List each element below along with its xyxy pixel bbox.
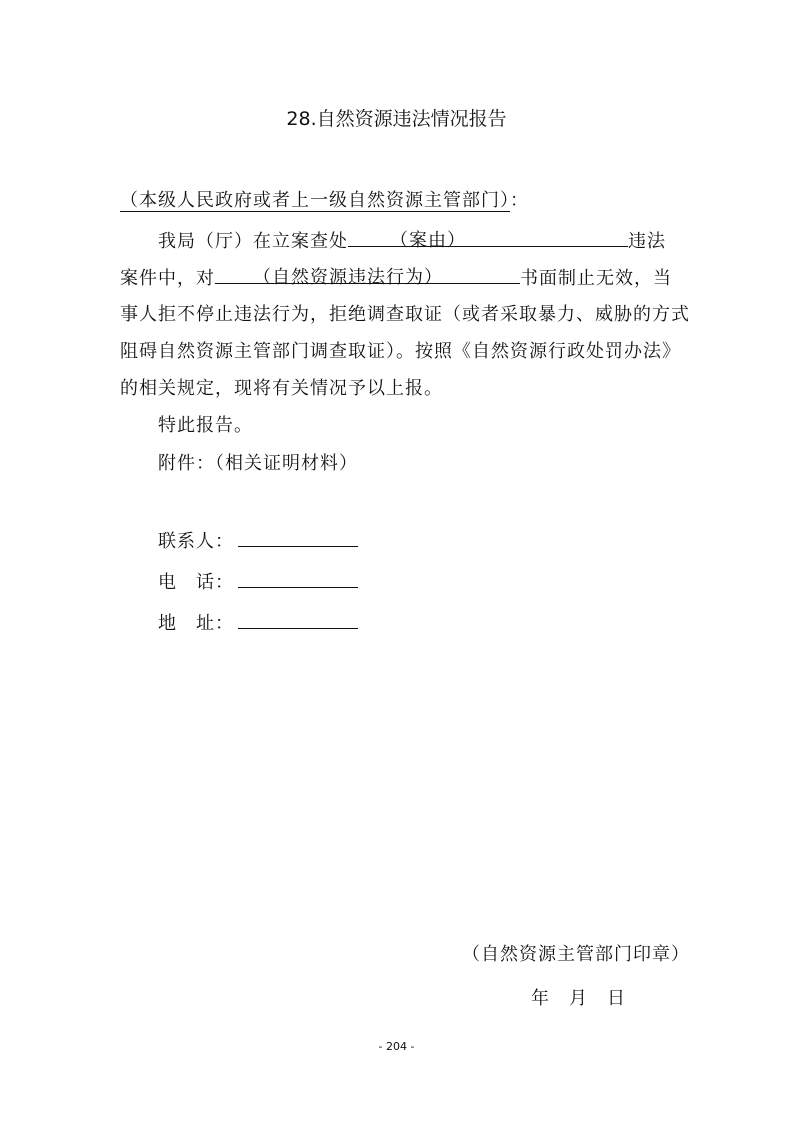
violation-hint: （自然资源违法行为） <box>253 267 443 288</box>
body-line-2 <box>120 263 672 290</box>
body-line-5: 的相关规定，现将有关情况予以上报。 <box>120 378 443 399</box>
date-text: 年 月 日 <box>531 988 626 1009</box>
case-reason-hint: （案由） <box>390 230 466 251</box>
body-text: 书面制止无效，当 <box>520 268 672 289</box>
address-blank <box>238 610 358 629</box>
addressee-colon: ： <box>510 190 529 211</box>
body-line-3: 事人拒不停止违法行为，拒绝调查取证（或者采取暴力、威胁的方式 <box>120 304 690 325</box>
phone-label: 电 话： <box>158 572 234 593</box>
document-title: 28.自然资源违法情况报告 <box>286 108 507 130</box>
closing-text: 特此报告。 <box>158 415 253 436</box>
body-text: 案件中，对 <box>120 268 215 289</box>
contact-person-label: 联系人： <box>158 531 234 552</box>
address-row <box>158 609 358 635</box>
body-text: 我局（厅）在立案查处 <box>158 231 348 252</box>
contact-person-row <box>158 527 358 553</box>
phone-row <box>158 568 358 594</box>
page-number: - 204 - <box>378 1040 415 1053</box>
body-line-1 <box>158 226 666 253</box>
body-text: 违法 <box>628 231 666 252</box>
attachment-text: 附件：（相关证明材料） <box>158 453 358 474</box>
addressee: （本级人民政府或者上一级自然资源主管部门） <box>120 190 510 211</box>
case-reason-blank <box>348 226 628 251</box>
addressee-line <box>120 186 529 212</box>
address-label: 地 址： <box>158 613 234 634</box>
seal-text: （自然资源主管部门印章） <box>462 944 690 965</box>
body-line-4: 阻碍自然资源主管部门调查取证）。按照《自然资源行政处罚办法》 <box>120 341 681 362</box>
phone-blank <box>238 569 358 588</box>
violation-blank <box>215 263 520 288</box>
contact-person-blank <box>238 528 358 547</box>
